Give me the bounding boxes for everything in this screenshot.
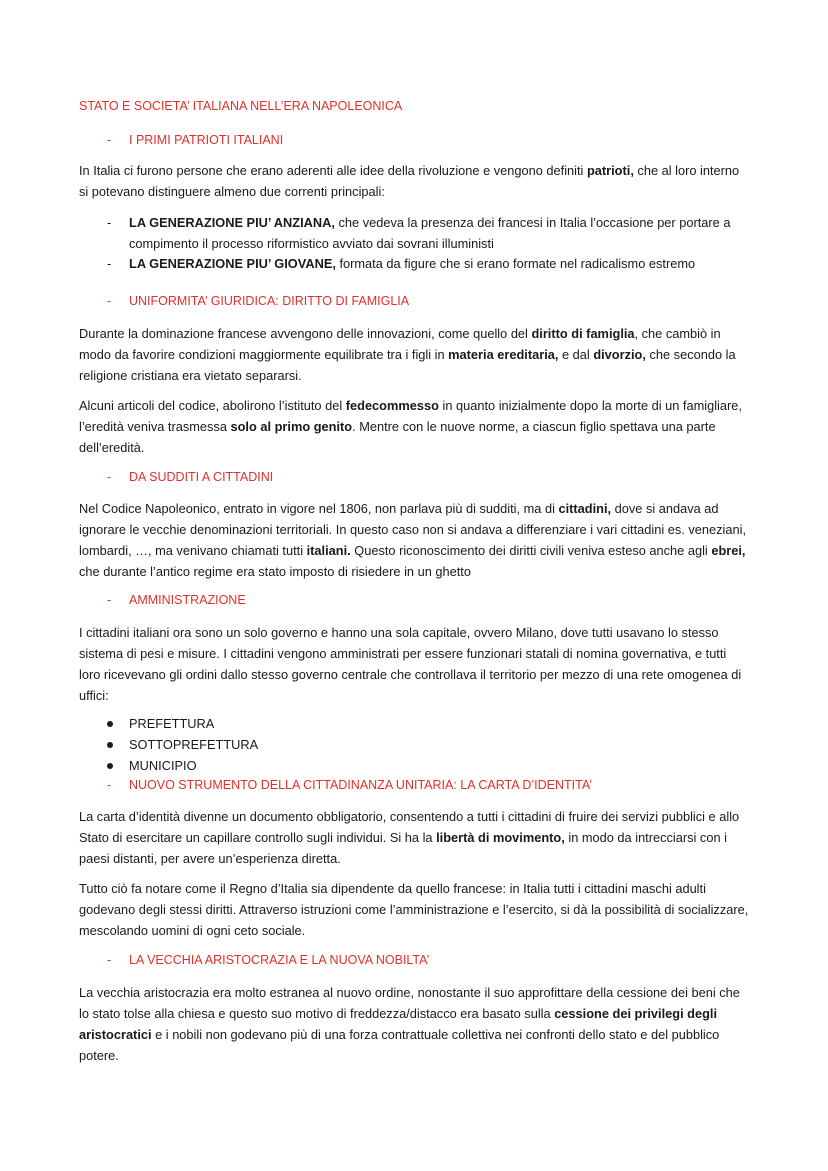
dash-marker: - (107, 778, 112, 792)
dash-marker: - (107, 593, 112, 607)
list-item-text: LA GENERAZIONE PIU’ ANZIANA, che vedeva la presenza dei francesi in Italia l’occasione per portare a compimento il processo riformistico avviato dai sovrani illuministi (129, 215, 731, 251)
section-heading-text: DA SUDDITI A CITTADINI (129, 470, 274, 484)
paragraph-amministrazione: I cittadini italiani ora sono un solo governo e hanno una sola capitale, ovvero Milano, dove tutti usavano lo stesso sistema di pesi e misure. I cittadini vengono amministrati per essere funzionari statali di nomina governativa, e tutti loro ricevevano gli ordini dallo stesso governo centrale che controllava il territorio per mezzo di una rete omogenea di uffici: (79, 625, 742, 703)
list-item-text: SOTTOPREFETTURA (129, 737, 259, 752)
section-heading-text: I PRIMI PATRIOTI ITALIANI (129, 133, 284, 147)
bullet-dot (107, 721, 113, 727)
paragraph-codice-napoleonico: Nel Codice Napoleonico, entrato in vigore nel 1806, non parlava più di sudditi, ma di cittadini, dove si andava ad ignorare le vecchie denominazioni territoriali. In questo caso non si andava a differenziare i vari cittadini es. veneziani, lombardi, …, ma venivano chiamati tutti italiani. Questo riconoscimento dei diritti civili veniva esteso anche agli ebrei, che durante l’antico regime era stato imposto di risiedere in un ghetto (79, 501, 746, 579)
paragraph-diritto-famiglia: Durante la dominazione francese avvengono delle innovazioni, come quello del diritto di famiglia, che cambiò in modo da favorire condizioni maggiormente equilibrate tra i figli in materia ereditaria, e dal divorzio, che secondo la religione cristiana era vietato separarsi. (79, 326, 736, 383)
bullet-dot (107, 742, 113, 748)
section-heading-text: UNIFORMITA’ GIURIDICA: DIRITTO DI FAMIGLIA (129, 294, 410, 308)
dash-marker: - (107, 953, 112, 967)
paragraph-fedecommesso: Alcuni articoli del codice, abolirono l’istituto del fedecommesso in quanto inizialmente dopo la morte di un famigliare, l’eredità veniva trasmessa solo al primo genito. Mentre con le nuove norme, a ciascun figlio spettava una parte dell’eredità. (79, 398, 742, 455)
bullet-dot (107, 763, 113, 769)
section-heading-text: LA VECCHIA ARISTOCRAZIA E LA NUOVA NOBILTA’ (129, 953, 430, 967)
document-title: STATO E SOCIETA’ ITALIANA NELL’ERA NAPOLEONICA (79, 99, 403, 113)
paragraph-regno-italia: Tutto ciò fa notare come il Regno d’Italia sia dipendente da quello francese: in Italia tutti i cittadini maschi adulti godevano degli stessi diritti. Attraverso istruzioni come l’amministrazione e l’esercito, si dà la possibilità di socializzare, mescolando uomini di ogni ceto sociale. (79, 881, 749, 938)
list-item-text: PREFETTURA (129, 716, 215, 731)
dash-marker: - (107, 256, 112, 271)
section-heading-text: NUOVO STRUMENTO DELLA CITTADINANZA UNITARIA: LA CARTA D’IDENTITA’ (129, 778, 593, 792)
list-item-text: MUNICIPIO (129, 758, 197, 773)
dash-marker: - (107, 470, 112, 484)
paragraph-carta-identita: La carta d’identità divenne un documento obbligatorio, consentendo a tutti i cittadini di fruire dei servizi pubblici e allo Stato di esercitare un capillare controllo sugli individui. Si ha la libertà di movimento, in modo da intrecciarsi con i paesi distanti, per avere un’esperienza diretta. (79, 809, 740, 866)
section-heading-text: AMMINISTRAZIONE (129, 593, 246, 607)
paragraph-patrioti: In Italia ci furono persone che erano aderenti alle idee della rivoluzione e vengono definiti patrioti, che al loro interno si potevano distinguere almeno due correnti principali: (79, 163, 740, 199)
list-item-text: LA GENERAZIONE PIU’ GIOVANE, formata da figure che si erano formate nel radicalismo estremo (129, 256, 696, 271)
dash-marker: - (107, 215, 112, 230)
dash-marker: - (107, 133, 112, 147)
dash-marker: - (107, 294, 112, 308)
paragraph-aristocrazia: La vecchia aristocrazia era molto estranea al nuovo ordine, nonostante il suo approfittare della cessione dei beni che lo stato tolse alla chiesa e questo suo motivo di freddezza/distacco era basato sulla cessione dei privilegi degli aristocratici e i nobili non godevano più di una forza contrattuale collettiva nei confronti dello stato e del pubblico potere. (79, 985, 740, 1063)
